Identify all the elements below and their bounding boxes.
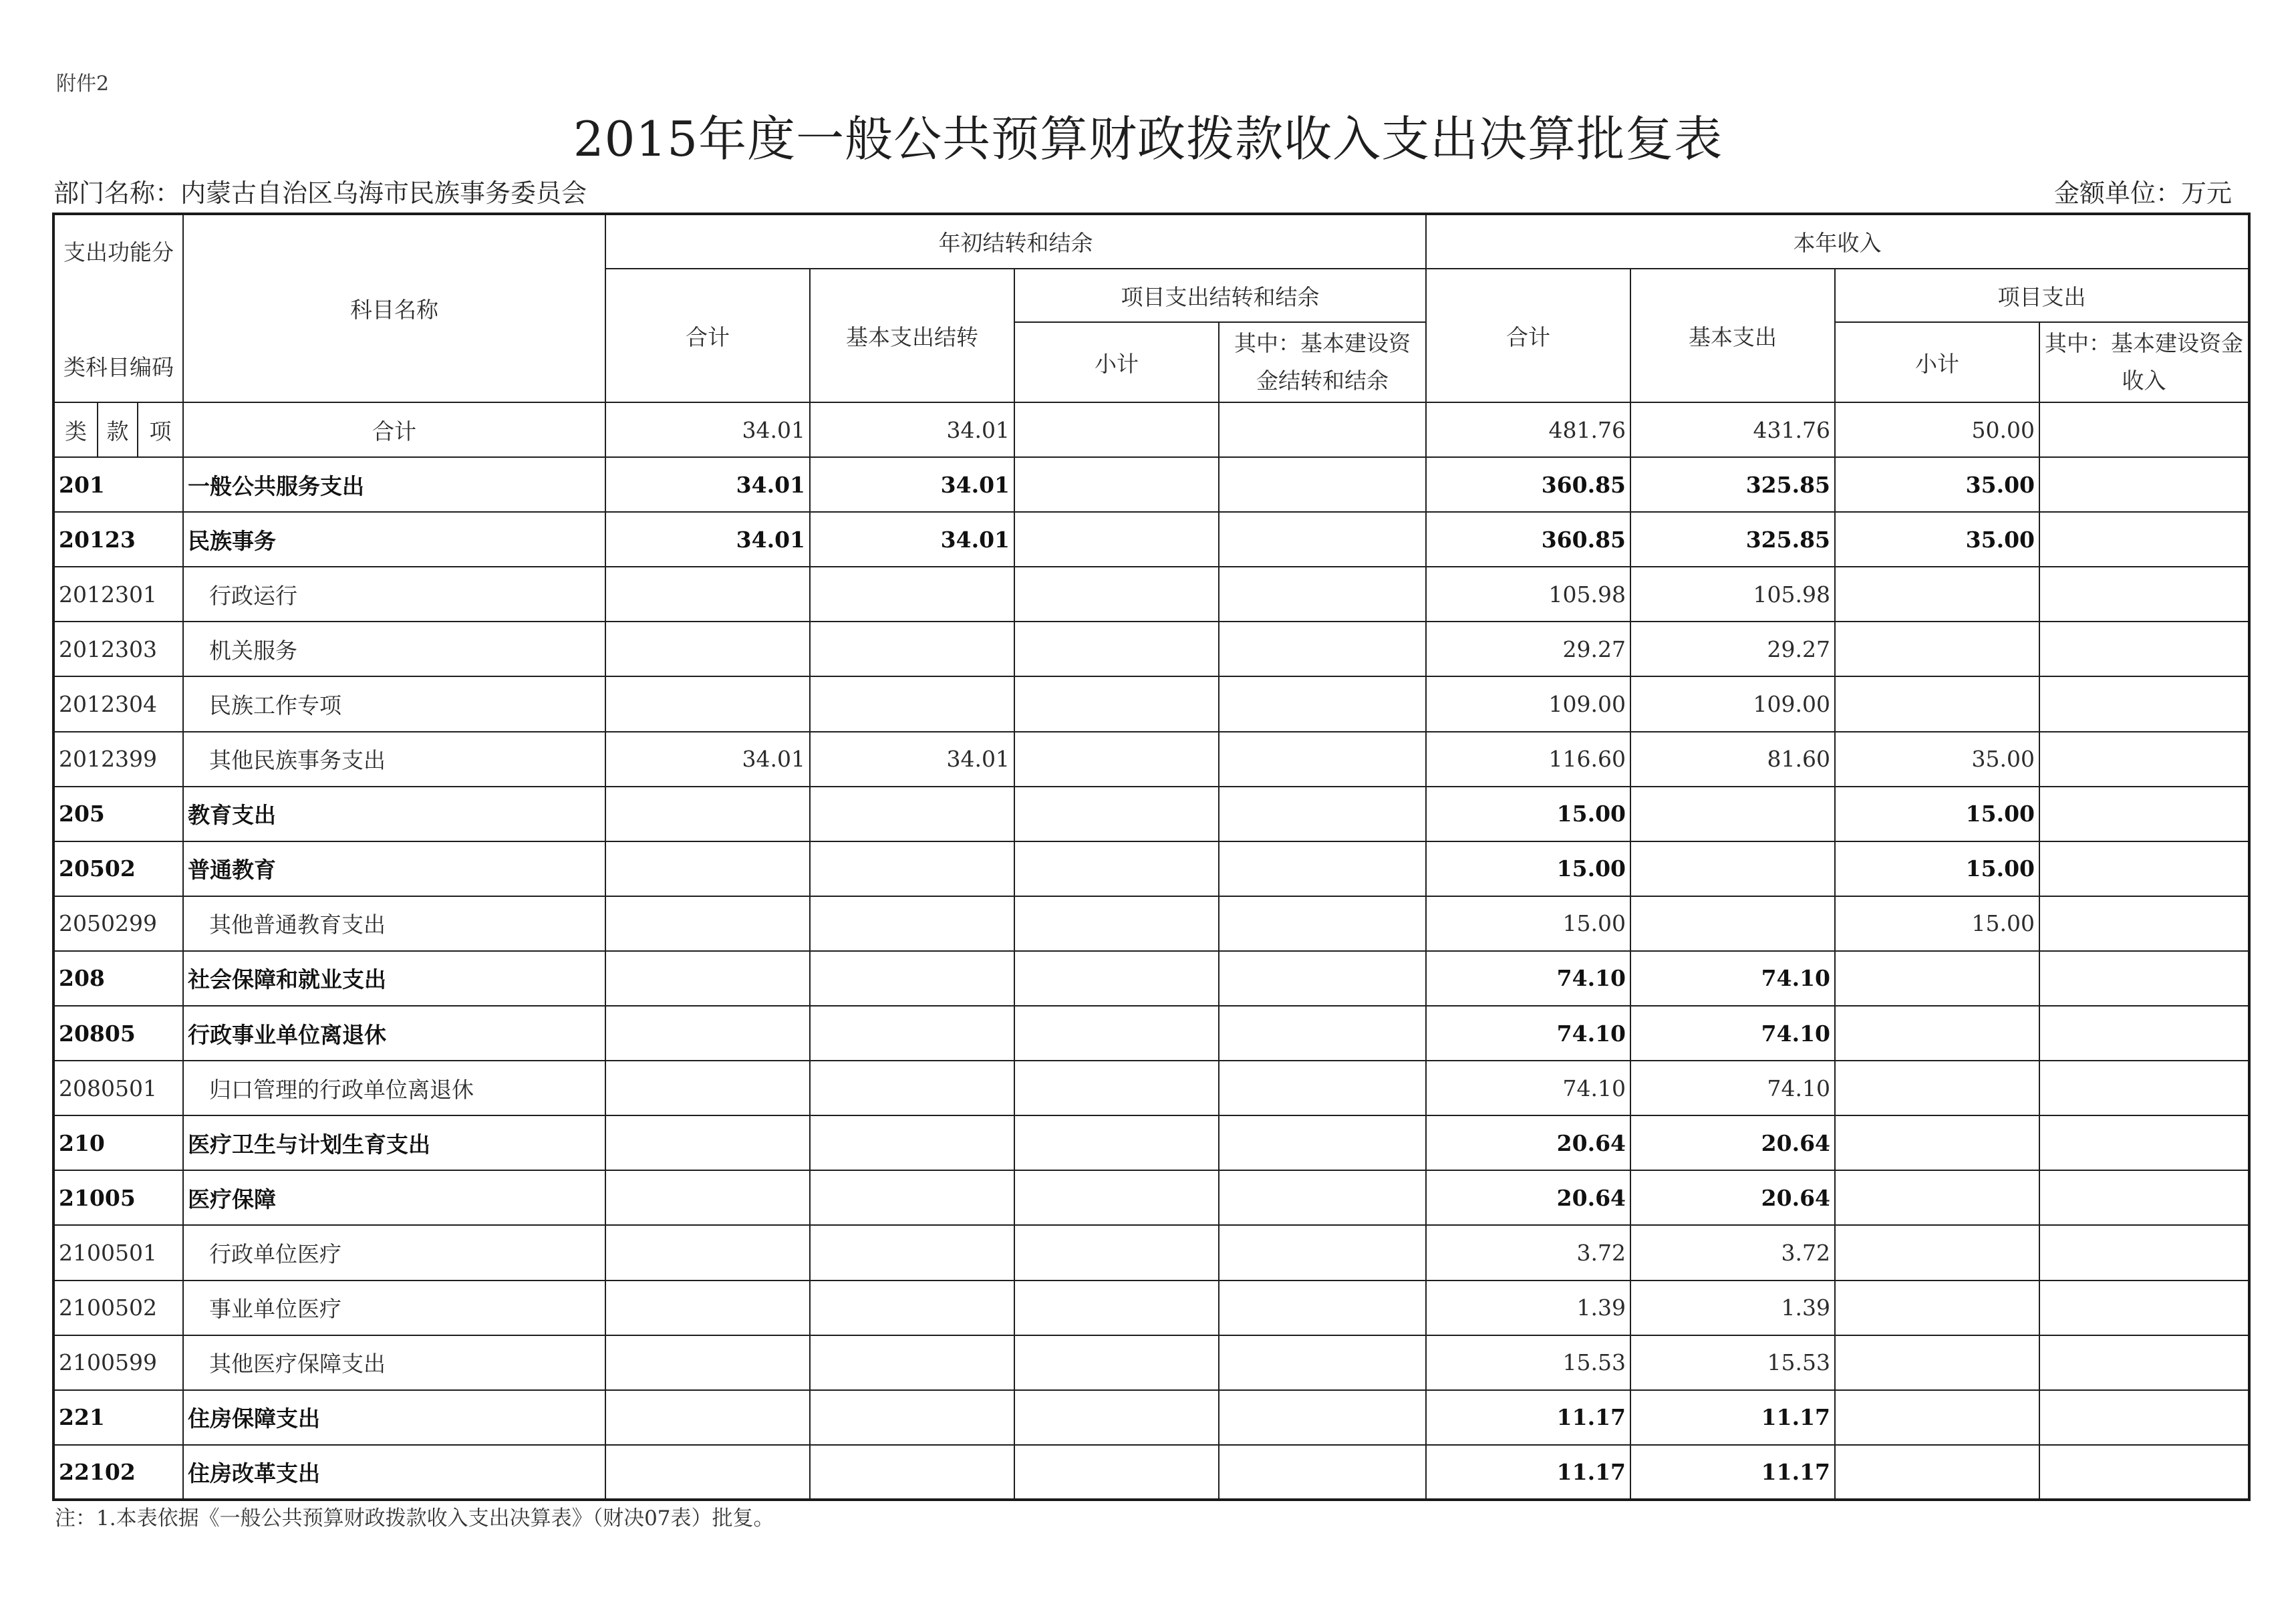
- row-income-capital: [2039, 1390, 2249, 1445]
- row-subject-name: 事业单位医疗: [183, 1281, 605, 1335]
- row-income-capital: [2039, 622, 2249, 676]
- project-carryover-group-header: 项目支出结转和结余: [1014, 269, 1426, 322]
- row-income-total: 29.27: [1426, 622, 1630, 676]
- row-income-subtotal: [1835, 1225, 2039, 1280]
- row-code: 2012301: [53, 567, 183, 622]
- row-carryover-basic: [810, 1170, 1014, 1225]
- row-income-total: 109.00: [1426, 676, 1630, 731]
- row-carryover-capital: [1219, 1445, 1426, 1500]
- table-row: [53, 512, 2249, 567]
- capital-income-header: 其中：基本建设资金收入: [2039, 322, 2249, 402]
- table-row: [53, 622, 2249, 676]
- row-subject-name: 其他医疗保障支出: [183, 1335, 605, 1390]
- row-subject-name: 住房保障支出: [183, 1390, 605, 1445]
- income-total-header: 合计: [1426, 269, 1630, 402]
- row-carryover-basic: [810, 896, 1014, 951]
- row-carryover-subtotal: [1014, 1225, 1219, 1280]
- row-code: 2100502: [53, 1281, 183, 1335]
- table-row: [53, 1225, 2249, 1280]
- row-income-capital: [2039, 951, 2249, 1006]
- row-carryover-capital: [1219, 1281, 1426, 1335]
- row-income-total: 74.10: [1426, 1006, 1630, 1061]
- row-income-capital: [2039, 1281, 2249, 1335]
- row-carryover-total: [605, 951, 810, 1006]
- row-carryover-total: [605, 567, 810, 622]
- row-income-capital: [2039, 457, 2249, 512]
- row-carryover-subtotal: [1014, 1170, 1219, 1225]
- subject-name-header: 科目名称: [183, 214, 605, 402]
- total-income-subtotal: 50.00: [1835, 402, 2039, 457]
- row-subject-name: 教育支出: [183, 787, 605, 841]
- row-income-subtotal: 15.00: [1835, 787, 2039, 841]
- row-carryover-total: [605, 622, 810, 676]
- carryover-subtotal-header: 小计: [1014, 322, 1219, 402]
- row-carryover-total: [605, 676, 810, 731]
- row-income-total: 20.64: [1426, 1115, 1630, 1170]
- row-income-basic: [1630, 787, 1835, 841]
- table-row: [53, 1006, 2249, 1061]
- row-income-total: 15.00: [1426, 896, 1630, 951]
- row-carryover-basic: 34.01: [810, 457, 1014, 512]
- row-income-total: 15.00: [1426, 841, 1630, 896]
- row-subject-name: 行政运行: [183, 567, 605, 622]
- row-carryover-total: [605, 1061, 810, 1115]
- func-code-header: 支出功能分 类科目编码: [53, 214, 183, 402]
- lei-header: 类: [53, 402, 98, 457]
- row-carryover-basic: [810, 622, 1014, 676]
- table-row: [53, 1335, 2249, 1390]
- total-carryover-basic: 34.01: [810, 402, 1014, 457]
- row-income-total: 15.53: [1426, 1335, 1630, 1390]
- row-carryover-subtotal: [1014, 676, 1219, 731]
- row-income-subtotal: [1835, 1115, 2039, 1170]
- total-carryover-capital: [1219, 402, 1426, 457]
- row-carryover-basic: [810, 1115, 1014, 1170]
- project-expense-group-header: 项目支出: [1835, 269, 2249, 322]
- budget-table: [52, 213, 2251, 1501]
- row-income-capital: [2039, 1335, 2249, 1390]
- row-income-capital: [2039, 676, 2249, 731]
- row-carryover-total: [605, 1115, 810, 1170]
- row-carryover-total: [605, 787, 810, 841]
- row-carryover-capital: [1219, 676, 1426, 731]
- total-row: [53, 402, 2249, 457]
- amount-unit: 金额单位：万元: [2053, 178, 2232, 208]
- row-code: 2012303: [53, 622, 183, 676]
- row-carryover-basic: [810, 841, 1014, 896]
- row-subject-name: 民族事务: [183, 512, 605, 567]
- row-subject-name: 一般公共服务支出: [183, 457, 605, 512]
- basic-carryover-header: 基本支出结转: [810, 269, 1014, 402]
- row-carryover-capital: [1219, 622, 1426, 676]
- row-income-subtotal: [1835, 1445, 2039, 1500]
- row-carryover-basic: [810, 1006, 1014, 1061]
- row-income-basic: 74.10: [1630, 1061, 1835, 1115]
- row-carryover-basic: [810, 1335, 1014, 1390]
- page-title: 2015年度一般公共预算财政拨款收入支出决算批复表: [573, 111, 1723, 167]
- row-income-capital: [2039, 1170, 2249, 1225]
- row-income-total: 74.10: [1426, 951, 1630, 1006]
- table-row: [53, 1115, 2249, 1170]
- capital-carryover-header: 其中：基本建设资金结转和结余: [1219, 322, 1426, 402]
- row-carryover-total: [605, 1390, 810, 1445]
- row-code: 2100599: [53, 1335, 183, 1390]
- row-income-basic: [1630, 896, 1835, 951]
- row-income-basic: 15.53: [1630, 1335, 1835, 1390]
- row-carryover-subtotal: [1014, 787, 1219, 841]
- row-carryover-total: [605, 1225, 810, 1280]
- row-income-subtotal: 15.00: [1835, 841, 2039, 896]
- row-carryover-basic: [810, 1390, 1014, 1445]
- total-carryover-total: 34.01: [605, 402, 810, 457]
- row-carryover-basic: [810, 1061, 1014, 1115]
- row-carryover-basic: [810, 1281, 1014, 1335]
- row-income-subtotal: [1835, 1281, 2039, 1335]
- row-income-basic: 1.39: [1630, 1281, 1835, 1335]
- row-carryover-capital: [1219, 732, 1426, 787]
- row-income-subtotal: [1835, 951, 2039, 1006]
- row-subject-name: 医疗卫生与计划生育支出: [183, 1115, 605, 1170]
- row-carryover-capital: [1219, 1335, 1426, 1390]
- footnote: 注：1.本表依据《一般公共预算财政拨款收入支出决算表》（财决07表）批复。: [55, 1506, 774, 1530]
- row-income-total: 15.00: [1426, 787, 1630, 841]
- row-carryover-capital: [1219, 1225, 1426, 1280]
- row-carryover-capital: [1219, 841, 1426, 896]
- row-carryover-total: 34.01: [605, 457, 810, 512]
- row-code: 2012304: [53, 676, 183, 731]
- table-row: [53, 841, 2249, 896]
- basic-expense-header: 基本支出: [1630, 269, 1835, 402]
- row-carryover-total: [605, 1170, 810, 1225]
- row-subject-name: 其他普通教育支出: [183, 896, 605, 951]
- row-carryover-total: [605, 1006, 810, 1061]
- row-carryover-capital: [1219, 951, 1426, 1006]
- total-carryover-subtotal: [1014, 402, 1219, 457]
- attachment-label: 附件2: [56, 72, 110, 96]
- row-income-capital: [2039, 841, 2249, 896]
- row-income-total: 105.98: [1426, 567, 1630, 622]
- row-income-basic: [1630, 841, 1835, 896]
- row-income-subtotal: 15.00: [1835, 896, 2039, 951]
- row-carryover-subtotal: [1014, 457, 1219, 512]
- table-row: [53, 787, 2249, 841]
- row-income-basic: 74.10: [1630, 951, 1835, 1006]
- total-income-capital: [2039, 402, 2249, 457]
- row-carryover-capital: [1219, 787, 1426, 841]
- row-income-subtotal: [1835, 1390, 2039, 1445]
- row-income-total: 20.64: [1426, 1170, 1630, 1225]
- row-carryover-basic: [810, 1225, 1014, 1280]
- row-income-total: 11.17: [1426, 1445, 1630, 1500]
- row-income-capital: [2039, 567, 2249, 622]
- row-carryover-subtotal: [1014, 1390, 1219, 1445]
- row-income-subtotal: [1835, 1335, 2039, 1390]
- row-income-subtotal: [1835, 622, 2039, 676]
- row-carryover-basic: [810, 1445, 1014, 1500]
- row-subject-name: 行政事业单位离退休: [183, 1006, 605, 1061]
- row-carryover-subtotal: [1014, 1335, 1219, 1390]
- row-carryover-subtotal: [1014, 1006, 1219, 1061]
- table-row: [53, 567, 2249, 622]
- row-income-capital: [2039, 732, 2249, 787]
- carryover-total-header: 合计: [605, 269, 810, 402]
- row-carryover-subtotal: [1014, 841, 1219, 896]
- row-code: 22102: [53, 1445, 183, 1500]
- row-income-total: 116.60: [1426, 732, 1630, 787]
- table-row: [53, 1170, 2249, 1225]
- table-row: [53, 676, 2249, 731]
- row-carryover-total: [605, 841, 810, 896]
- row-subject-name: 普通教育: [183, 841, 605, 896]
- row-carryover-total: [605, 1445, 810, 1500]
- row-carryover-capital: [1219, 567, 1426, 622]
- row-income-basic: 29.27: [1630, 622, 1835, 676]
- row-income-capital: [2039, 1115, 2249, 1170]
- row-carryover-subtotal: [1014, 1281, 1219, 1335]
- row-subject-name: 住房改革支出: [183, 1445, 605, 1500]
- row-income-subtotal: [1835, 676, 2039, 731]
- row-income-total: 11.17: [1426, 1390, 1630, 1445]
- row-code: 20123: [53, 512, 183, 567]
- row-carryover-total: 34.01: [605, 512, 810, 567]
- row-income-basic: 325.85: [1630, 512, 1835, 567]
- row-carryover-total: [605, 1335, 810, 1390]
- total-income-basic: 431.76: [1630, 402, 1835, 457]
- row-income-capital: [2039, 1445, 2249, 1500]
- table-row: [53, 1445, 2249, 1500]
- row-carryover-capital: [1219, 1061, 1426, 1115]
- row-carryover-capital: [1219, 1390, 1426, 1445]
- row-income-subtotal: [1835, 1006, 2039, 1061]
- row-code: 2050299: [53, 896, 183, 951]
- row-income-capital: [2039, 1225, 2249, 1280]
- row-carryover-subtotal: [1014, 951, 1219, 1006]
- row-carryover-total: [605, 896, 810, 951]
- row-carryover-total: [605, 1281, 810, 1335]
- table-row: [53, 1390, 2249, 1445]
- row-code: 2080501: [53, 1061, 183, 1115]
- row-carryover-subtotal: [1014, 512, 1219, 567]
- row-income-subtotal: 35.00: [1835, 457, 2039, 512]
- department-name: 部门名称：内蒙古自治区乌海市民族事务委员会: [53, 178, 587, 208]
- row-income-capital: [2039, 1061, 2249, 1115]
- row-code: 2100501: [53, 1225, 183, 1280]
- row-code: 221: [53, 1390, 183, 1445]
- row-code: 21005: [53, 1170, 183, 1225]
- total-label: 合计: [183, 402, 605, 457]
- row-carryover-subtotal: [1014, 1061, 1219, 1115]
- row-subject-name: 医疗保障: [183, 1170, 605, 1225]
- row-carryover-capital: [1219, 1115, 1426, 1170]
- row-income-subtotal: 35.00: [1835, 732, 2039, 787]
- row-income-capital: [2039, 512, 2249, 567]
- row-carryover-capital: [1219, 512, 1426, 567]
- row-carryover-subtotal: [1014, 732, 1219, 787]
- row-income-basic: 11.17: [1630, 1445, 1835, 1500]
- row-income-basic: 11.17: [1630, 1390, 1835, 1445]
- row-subject-name: 行政单位医疗: [183, 1225, 605, 1280]
- row-code: 210: [53, 1115, 183, 1170]
- row-carryover-subtotal: [1014, 622, 1219, 676]
- row-subject-name: 机关服务: [183, 622, 605, 676]
- row-income-subtotal: 35.00: [1835, 512, 2039, 567]
- row-income-total: 3.72: [1426, 1225, 1630, 1280]
- row-income-capital: [2039, 1006, 2249, 1061]
- row-carryover-subtotal: [1014, 896, 1219, 951]
- table-row: [53, 1061, 2249, 1115]
- row-code: 2012399: [53, 732, 183, 787]
- income-subtotal-header: 小计: [1835, 322, 2039, 402]
- row-code: 20502: [53, 841, 183, 896]
- row-carryover-capital: [1219, 896, 1426, 951]
- row-income-basic: 20.64: [1630, 1170, 1835, 1225]
- row-code: 208: [53, 951, 183, 1006]
- table-row: [53, 1281, 2249, 1335]
- row-income-capital: [2039, 787, 2249, 841]
- row-carryover-basic: 34.01: [810, 732, 1014, 787]
- row-carryover-basic: [810, 676, 1014, 731]
- row-income-total: 1.39: [1426, 1281, 1630, 1335]
- row-carryover-capital: [1219, 457, 1426, 512]
- row-income-subtotal: [1835, 1170, 2039, 1225]
- table-row: [53, 951, 2249, 1006]
- row-income-basic: 81.60: [1630, 732, 1835, 787]
- total-income-total: 481.76: [1426, 402, 1630, 457]
- row-carryover-basic: [810, 787, 1014, 841]
- row-carryover-basic: [810, 951, 1014, 1006]
- row-income-basic: 3.72: [1630, 1225, 1835, 1280]
- row-carryover-basic: 34.01: [810, 512, 1014, 567]
- row-income-basic: 74.10: [1630, 1006, 1835, 1061]
- row-carryover-capital: [1219, 1006, 1426, 1061]
- row-income-basic: 20.64: [1630, 1115, 1835, 1170]
- xiang-header: 项: [138, 402, 183, 457]
- row-subject-name: 社会保障和就业支出: [183, 951, 605, 1006]
- table-row: [53, 457, 2249, 512]
- row-code: 201: [53, 457, 183, 512]
- row-carryover-basic: [810, 567, 1014, 622]
- kuan-header: 款: [98, 402, 138, 457]
- table-row: [53, 732, 2249, 787]
- row-subject-name: 民族工作专项: [183, 676, 605, 731]
- income-group-header: 本年收入: [1426, 214, 2249, 269]
- row-income-total: 360.85: [1426, 457, 1630, 512]
- row-income-total: 360.85: [1426, 512, 1630, 567]
- row-income-basic: 109.00: [1630, 676, 1835, 731]
- row-carryover-total: 34.01: [605, 732, 810, 787]
- row-carryover-subtotal: [1014, 1445, 1219, 1500]
- row-income-capital: [2039, 896, 2249, 951]
- row-income-subtotal: [1835, 567, 2039, 622]
- row-code: 20805: [53, 1006, 183, 1061]
- row-income-total: 74.10: [1426, 1061, 1630, 1115]
- row-subject-name: 归口管理的行政单位离退休: [183, 1061, 605, 1115]
- row-subject-name: 其他民族事务支出: [183, 732, 605, 787]
- row-carryover-subtotal: [1014, 1115, 1219, 1170]
- row-income-basic: 105.98: [1630, 567, 1835, 622]
- row-carryover-capital: [1219, 1170, 1426, 1225]
- row-carryover-subtotal: [1014, 567, 1219, 622]
- row-code: 205: [53, 787, 183, 841]
- carryover-group-header: 年初结转和结余: [605, 214, 1426, 269]
- table-row: [53, 896, 2249, 951]
- row-income-subtotal: [1835, 1061, 2039, 1115]
- row-income-basic: 325.85: [1630, 457, 1835, 512]
